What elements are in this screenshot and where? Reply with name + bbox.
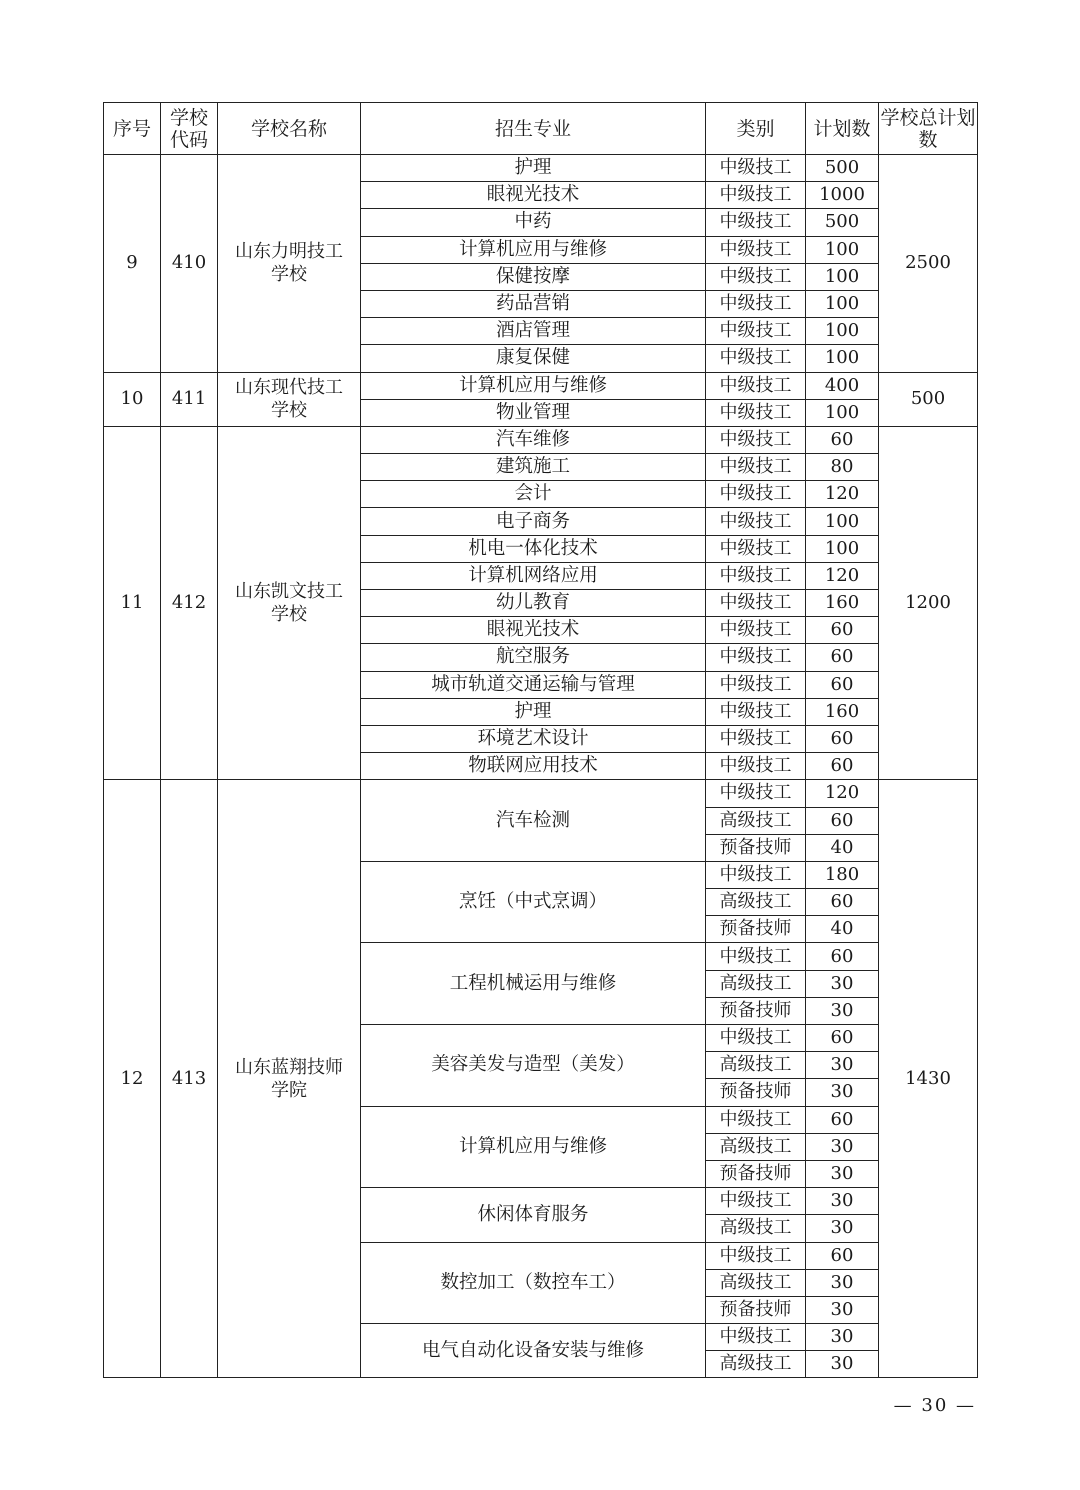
school-code: 410	[161, 155, 218, 373]
major-name: 电气自动化设备安装与维修	[361, 1324, 706, 1378]
level-count: 30	[806, 1160, 879, 1187]
level-type: 高级技工	[706, 1269, 806, 1296]
page-number: — 30 —	[893, 1395, 976, 1416]
level-type: 中级技工	[706, 372, 806, 399]
major-name: 机电一体化技术	[361, 535, 706, 562]
major-name: 电子商务	[361, 508, 706, 535]
level-count: 60	[806, 807, 879, 834]
major-name: 汽车维修	[361, 426, 706, 453]
level-type: 中级技工	[706, 508, 806, 535]
major-name: 中药	[361, 209, 706, 236]
level-count: 30	[806, 1133, 879, 1160]
major-name: 烹饪（中式烹调）	[361, 861, 706, 943]
level-type: 中级技工	[706, 1188, 806, 1215]
header-major: 招生专业	[361, 103, 706, 155]
major-name: 康复保健	[361, 345, 706, 372]
major-name: 护理	[361, 698, 706, 725]
level-type: 中级技工	[706, 590, 806, 617]
header-school-name: 学校名称	[218, 103, 361, 155]
level-type: 中级技工	[706, 535, 806, 562]
school-total: 1430	[879, 780, 978, 1378]
level-count: 30	[806, 1351, 879, 1378]
level-count: 30	[806, 997, 879, 1024]
level-count: 60	[806, 617, 879, 644]
level-type: 中级技工	[706, 1324, 806, 1351]
level-type: 预备技师	[706, 1296, 806, 1323]
level-count: 60	[806, 426, 879, 453]
level-count: 60	[806, 943, 879, 970]
school-name: 山东力明技工学校	[218, 155, 361, 373]
table-row	[104, 426, 978, 453]
level-count: 120	[806, 481, 879, 508]
level-type: 中级技工	[706, 698, 806, 725]
level-count: 30	[806, 1324, 879, 1351]
level-type: 中级技工	[706, 481, 806, 508]
level-count: 40	[806, 834, 879, 861]
level-count: 100	[806, 345, 879, 372]
header-row	[104, 103, 978, 155]
major-name: 数控加工（数控车工）	[361, 1242, 706, 1324]
major-name: 工程机械运用与维修	[361, 943, 706, 1025]
level-count: 30	[806, 1215, 879, 1242]
major-name: 眼视光技术	[361, 617, 706, 644]
school-code: 413	[161, 780, 218, 1378]
table-row	[104, 155, 978, 182]
level-count: 80	[806, 454, 879, 481]
level-type: 中级技工	[706, 263, 806, 290]
level-type: 预备技师	[706, 997, 806, 1024]
level-count: 400	[806, 372, 879, 399]
level-count: 100	[806, 318, 879, 345]
major-name: 幼儿教育	[361, 590, 706, 617]
level-type: 中级技工	[706, 182, 806, 209]
major-name: 物联网应用技术	[361, 753, 706, 780]
level-type: 中级技工	[706, 290, 806, 317]
enrollment-plan-table	[103, 102, 978, 1378]
level-type: 中级技工	[706, 562, 806, 589]
major-name: 城市轨道交通运输与管理	[361, 671, 706, 698]
level-type: 高级技工	[706, 1133, 806, 1160]
level-type: 预备技师	[706, 916, 806, 943]
major-name: 休闲体育服务	[361, 1188, 706, 1242]
major-name: 计算机网络应用	[361, 562, 706, 589]
level-count: 500	[806, 155, 879, 182]
header-category: 类别	[706, 103, 806, 155]
level-type: 中级技工	[706, 753, 806, 780]
table-row	[104, 372, 978, 399]
school-seq: 9	[104, 155, 161, 373]
school-total: 2500	[879, 155, 978, 373]
level-type: 中级技工	[706, 1106, 806, 1133]
level-count: 60	[806, 725, 879, 752]
level-count: 120	[806, 562, 879, 589]
level-type: 中级技工	[706, 780, 806, 807]
level-count: 1000	[806, 182, 879, 209]
level-count: 180	[806, 861, 879, 888]
level-type: 中级技工	[706, 345, 806, 372]
level-type: 高级技工	[706, 889, 806, 916]
level-type: 中级技工	[706, 318, 806, 345]
school-name: 山东蓝翔技师学院	[218, 780, 361, 1378]
level-count: 60	[806, 644, 879, 671]
level-type: 中级技工	[706, 617, 806, 644]
level-count: 30	[806, 1296, 879, 1323]
level-count: 60	[806, 1242, 879, 1269]
level-type: 预备技师	[706, 1160, 806, 1187]
school-seq: 11	[104, 426, 161, 779]
level-count: 30	[806, 970, 879, 997]
level-type: 中级技工	[706, 671, 806, 698]
major-name: 药品营销	[361, 290, 706, 317]
level-type: 高级技工	[706, 807, 806, 834]
major-name: 航空服务	[361, 644, 706, 671]
school-code: 411	[161, 372, 218, 426]
level-count: 100	[806, 236, 879, 263]
level-count: 30	[806, 1052, 879, 1079]
level-count: 30	[806, 1269, 879, 1296]
level-count: 40	[806, 916, 879, 943]
major-name: 计算机应用与维修	[361, 236, 706, 263]
level-type: 中级技工	[706, 236, 806, 263]
level-count: 60	[806, 753, 879, 780]
level-type: 预备技师	[706, 834, 806, 861]
level-count: 60	[806, 671, 879, 698]
table-row	[104, 780, 978, 807]
level-type: 预备技师	[706, 1079, 806, 1106]
level-count: 100	[806, 399, 879, 426]
level-count: 30	[806, 1188, 879, 1215]
level-type: 中级技工	[706, 943, 806, 970]
major-name: 计算机应用与维修	[361, 372, 706, 399]
level-type: 中级技工	[706, 1242, 806, 1269]
school-code: 412	[161, 426, 218, 779]
level-count: 100	[806, 290, 879, 317]
level-type: 中级技工	[706, 861, 806, 888]
school-seq: 12	[104, 780, 161, 1378]
header-seq: 序号	[104, 103, 161, 155]
level-count: 60	[806, 889, 879, 916]
level-count: 500	[806, 209, 879, 236]
header-school-code: 学校代码	[161, 103, 218, 155]
level-type: 中级技工	[706, 209, 806, 236]
major-name: 眼视光技术	[361, 182, 706, 209]
major-name: 保健按摩	[361, 263, 706, 290]
major-name: 酒店管理	[361, 318, 706, 345]
header-plan-count: 计划数	[806, 103, 879, 155]
level-count: 160	[806, 698, 879, 725]
major-name: 美容美发与造型（美发）	[361, 1025, 706, 1107]
level-count: 160	[806, 590, 879, 617]
major-name: 会计	[361, 481, 706, 508]
level-type: 高级技工	[706, 970, 806, 997]
level-type: 高级技工	[706, 1215, 806, 1242]
major-name: 建筑施工	[361, 454, 706, 481]
school-total: 1200	[879, 426, 978, 779]
level-count: 30	[806, 1079, 879, 1106]
major-name: 物业管理	[361, 399, 706, 426]
level-type: 高级技工	[706, 1052, 806, 1079]
level-type: 中级技工	[706, 454, 806, 481]
level-count: 100	[806, 263, 879, 290]
major-name: 汽车检测	[361, 780, 706, 862]
school-name: 山东现代技工学校	[218, 372, 361, 426]
school-total: 500	[879, 372, 978, 426]
level-type: 中级技工	[706, 426, 806, 453]
level-count: 100	[806, 508, 879, 535]
school-name: 山东凯文技工学校	[218, 426, 361, 779]
major-name: 护理	[361, 155, 706, 182]
level-count: 60	[806, 1025, 879, 1052]
level-type: 中级技工	[706, 725, 806, 752]
level-type: 中级技工	[706, 155, 806, 182]
level-type: 中级技工	[706, 1025, 806, 1052]
level-type: 高级技工	[706, 1351, 806, 1378]
level-count: 120	[806, 780, 879, 807]
major-name: 环境艺术设计	[361, 725, 706, 752]
major-name: 计算机应用与维修	[361, 1106, 706, 1188]
level-type: 中级技工	[706, 399, 806, 426]
header-school-total: 学校总计划数	[879, 103, 978, 155]
school-seq: 10	[104, 372, 161, 426]
level-type: 中级技工	[706, 644, 806, 671]
level-count: 60	[806, 1106, 879, 1133]
level-count: 100	[806, 535, 879, 562]
